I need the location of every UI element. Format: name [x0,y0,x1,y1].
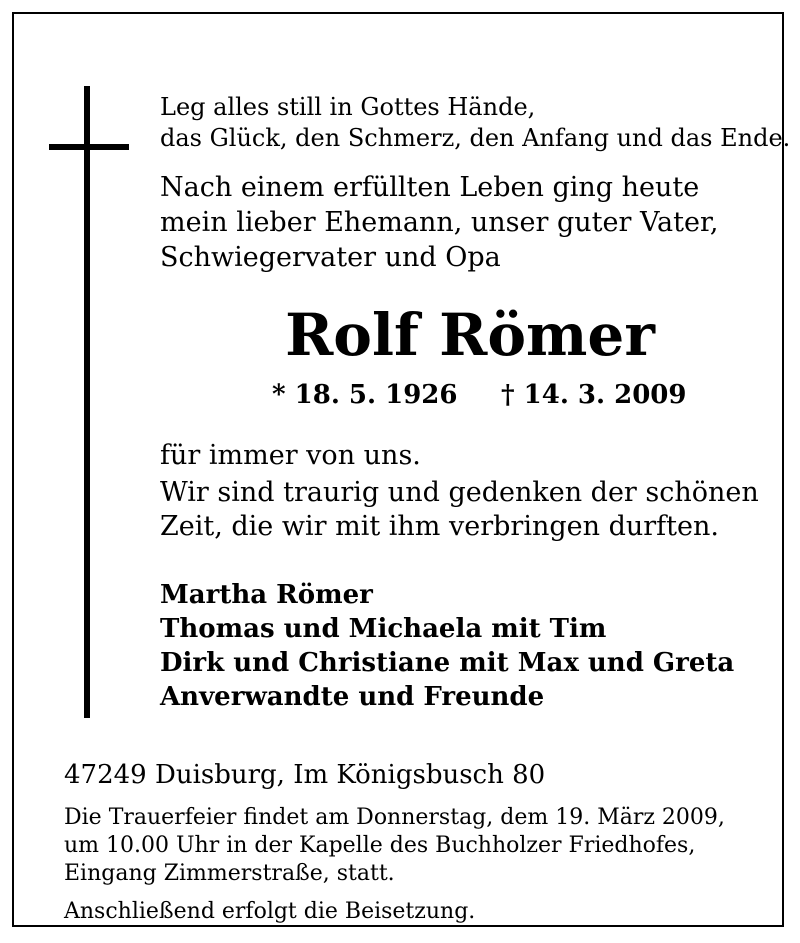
funeral-line: um 10.00 Uhr in der Kapelle des Buchholzer Friedhofes, [64,833,696,858]
obituary-notice [12,12,791,927]
burial-note: Anschließend erfolgt die Beisetzung. [64,899,476,924]
mourning-text [160,476,759,544]
passed-away-text: für immer von uns. [160,440,421,471]
signatory: Dirk und Christiane mit Max und Greta [160,648,735,678]
deceased-name: Rolf Römer [285,301,655,369]
scripture-quote [160,92,790,154]
signatory: Thomas und Michaela mit Tim [160,614,607,644]
quote-line: das Glück, den Schmerz, den Anfang und das Ende. [160,124,791,152]
birth-date: * 18. 5. 1926 [272,380,458,410]
funeral-line: Eingang Zimmerstraße, statt. [64,861,395,886]
signatory: Martha Römer [160,580,373,610]
signatories [160,578,734,714]
funeral-line: Die Trauerfeier findet am Donnerstag, dem 19. März 2009, [64,805,725,830]
funeral-details [64,804,725,888]
cross-icon-horizontal [49,144,129,150]
address: 47249 Duisburg, Im Königsbusch 80 [64,760,546,790]
death-date: † 14. 3. 2009 [501,380,687,410]
intro-text [160,170,718,275]
cross-icon-vertical [84,86,90,718]
intro-line: Schwiegervater und Opa [160,242,501,273]
signatory: Anverwandte und Freunde [160,682,545,712]
intro-line: Nach einem erfüllten Leben ging heute [160,172,700,203]
intro-line: mein lieber Ehemann, unser guter Vater, [160,207,719,238]
mourning-line: Wir sind traurig und gedenken der schönen [160,477,759,508]
mourning-line: Zeit, die wir mit ihm verbringen durften. [160,511,719,542]
quote-line: Leg alles still in Gottes Hände, [160,93,536,121]
